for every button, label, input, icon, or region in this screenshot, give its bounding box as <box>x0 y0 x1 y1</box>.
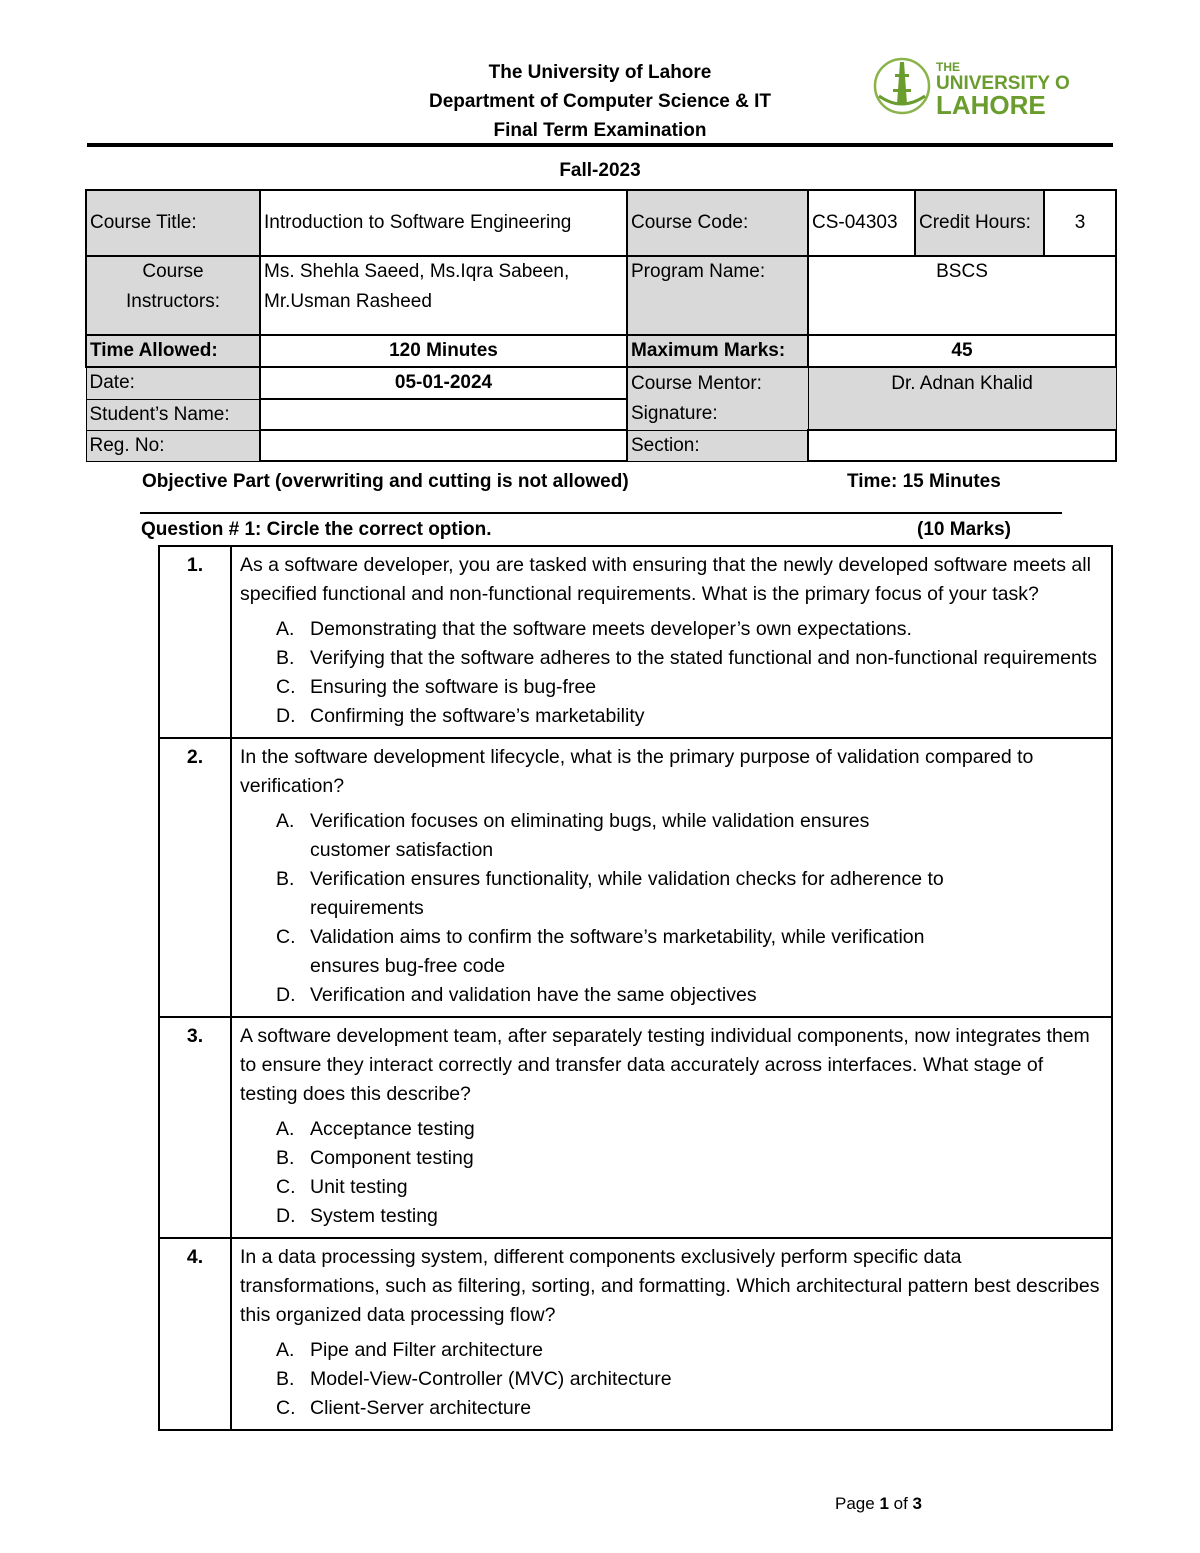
option-item[interactable] <box>276 673 1103 702</box>
course-info-table <box>85 189 1117 462</box>
max-marks-label: Maximum Marks: <box>627 335 808 367</box>
option-item[interactable] <box>276 644 1103 673</box>
option-letter: C. <box>276 1397 296 1419</box>
option-text: Verification ensures functionality, while validation checks for adherence to requirements <box>310 868 944 919</box>
course-title-label: Course Title: <box>86 190 260 256</box>
option-text: Ensuring the software is bug-free <box>310 676 597 698</box>
question-text: As a software developer, you are tasked with ensuring that the newly developed software meets all specified functional and non-functional requirements. What is the primary focus of your task? <box>240 554 1091 605</box>
option-text: Verifying that the software adheres to the stated functional and non-functional requirements <box>310 647 1097 669</box>
option-text: Validation aims to confirm the software’s marketability, while verification ensures bug-free code <box>310 926 925 977</box>
option-item[interactable] <box>276 1336 1103 1365</box>
option-letter: D. <box>276 1205 296 1227</box>
option-letter: C. <box>276 676 296 698</box>
page-current: 1 <box>879 1494 889 1513</box>
question-row <box>159 1017 1112 1238</box>
question-text: In the software development lifecycle, what is the primary purpose of validation compared to verification? <box>240 746 1034 797</box>
question-1-title: Question # 1: Circle the correct option. <box>141 519 492 540</box>
option-item[interactable] <box>276 981 953 1010</box>
question-number: 2. <box>159 738 231 1017</box>
credit-hours-value: 3 <box>1044 190 1116 256</box>
option-text: Client-Server architecture <box>310 1397 532 1419</box>
option-letter: A. <box>276 1118 295 1140</box>
semester: Fall-2023 <box>559 160 641 181</box>
instructors-value: Ms. Shehla Saeed, Ms.Iqra Sabeen, Mr.Usman Rasheed <box>260 256 627 335</box>
page-total: 3 <box>912 1494 922 1513</box>
page-prefix: Page <box>835 1494 880 1513</box>
logo-text-university-of: UNIVERSITY OF <box>936 73 1070 94</box>
course-mentor-label: Course Mentor: <box>627 367 808 399</box>
signature-label: Signature: <box>627 399 808 430</box>
question-row <box>159 546 1112 738</box>
course-code-value: CS-04303 <box>808 190 915 256</box>
max-marks-value: 45 <box>808 335 1116 367</box>
course-mentor-value: Dr. Adnan Khalid <box>808 367 1116 399</box>
option-item[interactable] <box>276 923 953 981</box>
logo-text-the: THE <box>936 60 960 74</box>
option-letter: B. <box>276 1147 295 1169</box>
option-text: Pipe and Filter architecture <box>310 1339 544 1361</box>
time-allowed-label: Time Allowed: <box>86 335 260 367</box>
option-item[interactable] <box>276 1144 1103 1173</box>
student-name-label: Student’s Name: <box>86 399 260 430</box>
course-code-label: Course Code: <box>627 190 808 256</box>
question-1-marks: (10 Marks) <box>917 519 1011 540</box>
option-text: Acceptance testing <box>310 1118 475 1140</box>
option-letter: D. <box>276 705 296 727</box>
minar-emblem-icon <box>875 59 929 113</box>
option-text: Unit testing <box>310 1176 408 1198</box>
page-of: of <box>888 1494 913 1513</box>
department-name: Department of Computer Science & IT <box>428 91 772 112</box>
option-letter: B. <box>276 647 295 669</box>
option-letter: A. <box>276 1339 295 1361</box>
program-name-value: BSCS <box>808 256 1116 335</box>
option-letter: C. <box>276 926 296 948</box>
option-letter: A. <box>276 618 295 640</box>
signature-field[interactable] <box>808 399 1116 430</box>
time-allowed-value: 120 Minutes <box>260 335 627 367</box>
option-text: Model-View-Controller (MVC) architecture <box>310 1368 672 1390</box>
university-name: The University of Lahore <box>488 62 712 83</box>
instructors-label: Course Instructors: <box>86 256 260 335</box>
page-number <box>835 1494 922 1514</box>
option-item[interactable] <box>276 1173 1103 1202</box>
option-letter: D. <box>276 984 296 1006</box>
question-number: 1. <box>159 546 231 738</box>
option-text: Confirming the software’s marketability <box>310 705 645 727</box>
question-text: In a data processing system, different components exclusively perform specific data transformations, such as filtering, sorting, and formatting. Which architectural pattern best describes this organized data processing flow? <box>240 1246 1100 1326</box>
option-text: Verification and validation have the same objectives <box>310 984 757 1006</box>
date-label: Date: <box>86 367 260 399</box>
option-item[interactable] <box>276 807 953 865</box>
student-name-field[interactable] <box>260 399 627 430</box>
question-number: 3. <box>159 1017 231 1238</box>
option-item[interactable] <box>276 865 953 923</box>
option-item[interactable] <box>276 1115 1103 1144</box>
reg-no-field[interactable] <box>260 430 627 461</box>
option-item[interactable] <box>276 615 1103 644</box>
objective-part-title: Objective Part (overwriting and cutting is not allowed) <box>142 471 629 492</box>
questions-table <box>158 545 1113 1431</box>
option-item[interactable] <box>276 1202 1103 1231</box>
logo-text-lahore: LAHORE <box>936 90 1046 120</box>
date-value: 05-01-2024 <box>260 367 627 399</box>
option-letter: B. <box>276 868 295 890</box>
option-item[interactable] <box>276 702 1103 731</box>
option-item[interactable] <box>276 1394 1103 1423</box>
objective-time: Time: 15 Minutes <box>847 471 1001 492</box>
header-divider <box>87 143 1113 147</box>
option-text: Demonstrating that the software meets developer’s own expectations. <box>310 618 912 640</box>
reg-no-label: Reg. No: <box>86 430 260 461</box>
option-item[interactable] <box>276 1365 1103 1394</box>
option-letter: B. <box>276 1368 295 1390</box>
option-text: Component testing <box>310 1147 474 1169</box>
exam-title: Final Term Examination <box>493 120 707 141</box>
option-letter: A. <box>276 810 295 832</box>
option-letter: C. <box>276 1176 296 1198</box>
section-label: Section: <box>627 430 808 461</box>
program-name-label: Program Name: <box>627 256 808 335</box>
option-text: System testing <box>310 1205 438 1227</box>
credit-hours-label: Credit Hours: <box>915 190 1044 256</box>
university-logo <box>870 56 1070 120</box>
option-text: Verification focuses on eliminating bugs, while validation ensures customer satisfaction <box>310 810 870 861</box>
question-text: A software development team, after separately testing individual components, now integrates them to ensure they interact correctly and transfer data accurately across interfaces. What stage of testing does this describe? <box>240 1025 1090 1105</box>
question-row <box>159 1238 1112 1430</box>
course-title-value: Introduction to Software Engineering <box>260 190 627 256</box>
question-row <box>159 738 1112 1017</box>
objective-divider <box>140 512 1062 514</box>
section-field[interactable] <box>808 430 1116 461</box>
question-number: 4. <box>159 1238 231 1430</box>
